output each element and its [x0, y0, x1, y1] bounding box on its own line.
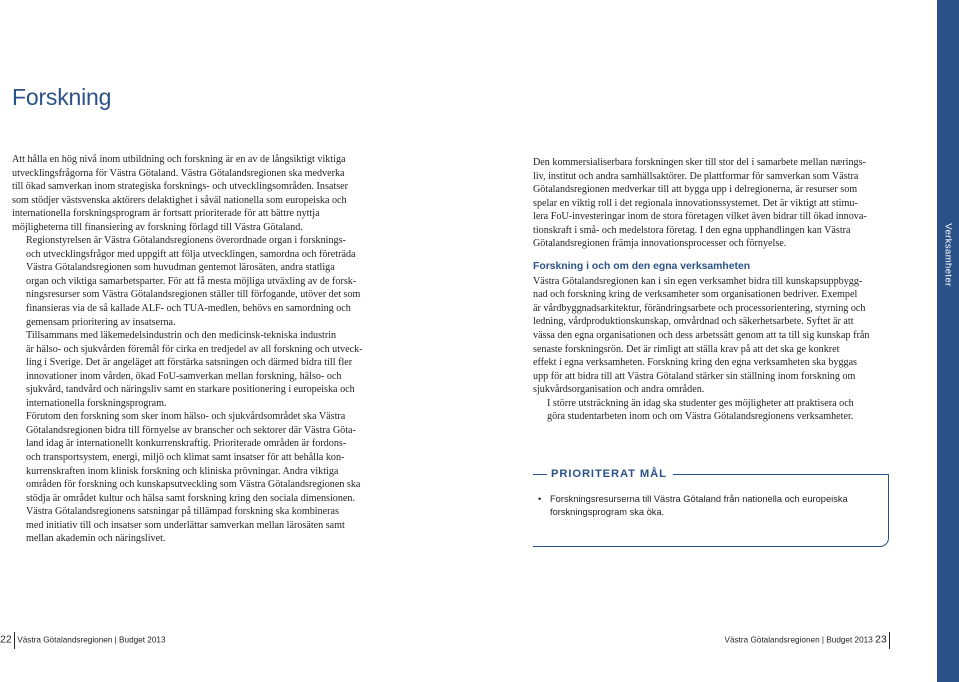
paragraph [533, 397, 893, 424]
text-line: och utvecklingsfrågor med uppgift att följa utvecklingen, samordna och företräda [26, 248, 356, 260]
page-number: 22 [0, 633, 12, 646]
paragraph [533, 275, 893, 397]
goal-list [538, 493, 848, 519]
text-line: Att hålla en hög nivå inom utbildning och forskning är en av de långsiktigt viktiga [12, 154, 346, 165]
paragraph [533, 156, 893, 251]
text-line: effekt i egna verksamheten. Forskning kring den egna verksamheten ska byggas [533, 357, 857, 369]
text-line: gemensam prioritering av insatserna. [26, 316, 176, 328]
text-line: nad och forskning kring de verksamheter som organisationen bedriver. Exempel [533, 289, 858, 301]
paragraph [12, 234, 374, 329]
text-line: ling i Sverige. Det är angeläget att förstärka satsningen och därmed bidra till fler [26, 357, 353, 369]
text-line: Västra Götalandsregionens satsningar på tillämpad forskning ska kombineras [26, 506, 339, 518]
text-line: upp för att bidra till att Västra Götaland stärker sin ställning inom forskning om [533, 370, 856, 382]
text-line: Götalandsregionen medverkar till att bygga upp i delregionerna, är resurser som [533, 184, 858, 196]
text-line: forskningsprogram ska öka. [550, 507, 665, 517]
text-line: kurrenskraften inom klinisk forskning och kliniska prövningar. Andra viktiga [26, 465, 339, 477]
text-line: områden för forskning och kunskapsutveckling som Västra Götalandsregionen ska [26, 479, 361, 491]
footer-left [0, 632, 166, 649]
right-column [533, 156, 893, 424]
text-line: och transportsystem, energi, miljö och klimat samt insatser för att behålla kon- [26, 452, 345, 464]
text-line: innovationer inom vården, ökad FoU-samverkan mellan forskning, hälso- och [26, 370, 342, 382]
text-line: Förutom den forskning som sker inom hälso- och sjukvårdsområdet ska Västra [26, 411, 346, 423]
text-line: internationella forskningsprogram är fortsatt prioriterade för att bättre nyttja [12, 208, 320, 220]
text-line: är hälso- och sjukvården föremål för cirka en tredjedel av all forskning och utveck- [26, 343, 363, 355]
text-line: mellan akademin och näringslivet. [26, 533, 166, 545]
text-line: Den kommersialiserbara forskningen sker till stor del i samarbete mellan nærings- [533, 157, 866, 168]
text-line: utvecklingsfrågorna för Västra Götaland. Västra Götalandsregionen ska medverka [12, 167, 345, 179]
text-line: med initiativ till och insatser som underlättar samverkan mellan lärosäten samt [26, 519, 345, 531]
priority-goal-box [533, 468, 889, 547]
text-line: finansieras via de så kallade ALF- och TUA-medlen, behövs en samordning och [26, 303, 351, 315]
text-line: sjukvårdsorganisation och andra områden. [533, 384, 705, 396]
text-line: organ och viktiga samarbetsparter. För att få mesta möjliga utväxling av de forsk- [26, 275, 357, 287]
footer-text: Västra Götalandsregionen | Budget 2013 [17, 635, 166, 645]
text-line: ningsresurser som Västra Götalandsregionen ställer till förfogande, utöver det som [26, 289, 361, 301]
text-line: göra studentarbeten inom och om Västra Götalandsregionens verksamheter. [547, 411, 854, 423]
text-line: senaste forskningsrön. Det är rimligt att ställa krav på att det ska ge konkret [533, 343, 840, 355]
side-tab-label: Verksamheter [942, 223, 954, 287]
text-line: ledning, vårdproduktionskunskap, omvårdnad och säkerhetsarbete. Syftet är att [533, 316, 854, 328]
page-number: 23 [875, 633, 887, 646]
text-line: lera FoU-investeringar inom de stora företagen vilket även bidrar till ökad innova- [533, 211, 867, 223]
goal-box-title: PRIORITERAT MÅL [547, 466, 673, 482]
footer-text: Västra Götalandsregionen | Budget 2013 [724, 635, 873, 645]
text-line: sjukvård, tandvård och näringsliv samt en starkare positionering i europeiska och [26, 384, 355, 396]
text-line: till ökad samverkan inom strategiska forsknings- och utvecklingsområden. Insatser [12, 181, 349, 193]
paragraph [12, 505, 374, 546]
paragraph [12, 410, 374, 505]
text-line: Regionstyrelsen är Västra Götalandsregionens överordnade organ i forsknings- [26, 235, 346, 247]
text-line: vässa den egna organisationen och dess arbetssätt genom att ta till sig kunskap från [533, 330, 870, 342]
text-line: internationella forskningsprogram. [26, 397, 167, 409]
text-line: Götalandsregionen främja innovationsprocesser och förnyelse. [533, 238, 787, 250]
text-line: som stödjer västsvenska aktörers delaktighet i såväl nationella som europeiska och [12, 194, 347, 206]
left-column [12, 153, 374, 546]
page-title: Forskning [12, 84, 112, 110]
text-line: land idag är internationellt konkurrenskraftig. Prioriterade områden är fordons- [26, 438, 347, 450]
paragraph [12, 153, 374, 234]
list-item [538, 493, 848, 519]
text-line: liv, institut och andra samhällsaktörer. De plattformar för samverkan som Västra [533, 170, 859, 182]
text-line: spelar en viktig roll i det regionala innovationssystemet. Det är viktigt att stimu- [533, 197, 858, 209]
text-line: Götalandsregionen bidra till förnyelse av branscher och sektorer där Västra Göta- [26, 424, 356, 436]
text-line: är vårdbyggnadsarkitektur, förändringsarbete och processorientering, styrning och [533, 302, 866, 314]
bullet-icon: • [538, 494, 542, 504]
text-line: tionskraft i små- och medelstora företag. I den egna upphandlingen kan Västra [533, 224, 851, 236]
paragraph [12, 329, 374, 410]
text-line: Västra Götalandsregionen kan i sin egen verksamhet bidra till kunskapsuppbygg- [533, 275, 863, 287]
text-line: Tillsammans med läkemedelsindustrin och den medicinsk-tekniska industrin [26, 330, 337, 342]
section-heading: Forskning i och om den egna verksamheten [533, 260, 751, 272]
footer-divider [889, 632, 890, 649]
text-line: Västra Götalandsregionen som huvudman gentemot lärosäten, andra statliga [26, 262, 335, 274]
section-side-tab [937, 0, 959, 682]
text-line: Forskningsresurserna till Västra Götaland från nationella och europeiska [550, 494, 848, 504]
text-line: möjligheterna till finansiering av forskning förlagd till Västra Götaland. [12, 221, 303, 233]
footer-divider [14, 632, 15, 649]
footer-right [725, 632, 891, 649]
text-line: stödja är området kultur och hälsa samt forskning kring den sociala dimensionen. [26, 492, 355, 504]
text-line: I större utsträckning än idag ska studenter ges möjligheter att praktisera och [547, 397, 854, 409]
